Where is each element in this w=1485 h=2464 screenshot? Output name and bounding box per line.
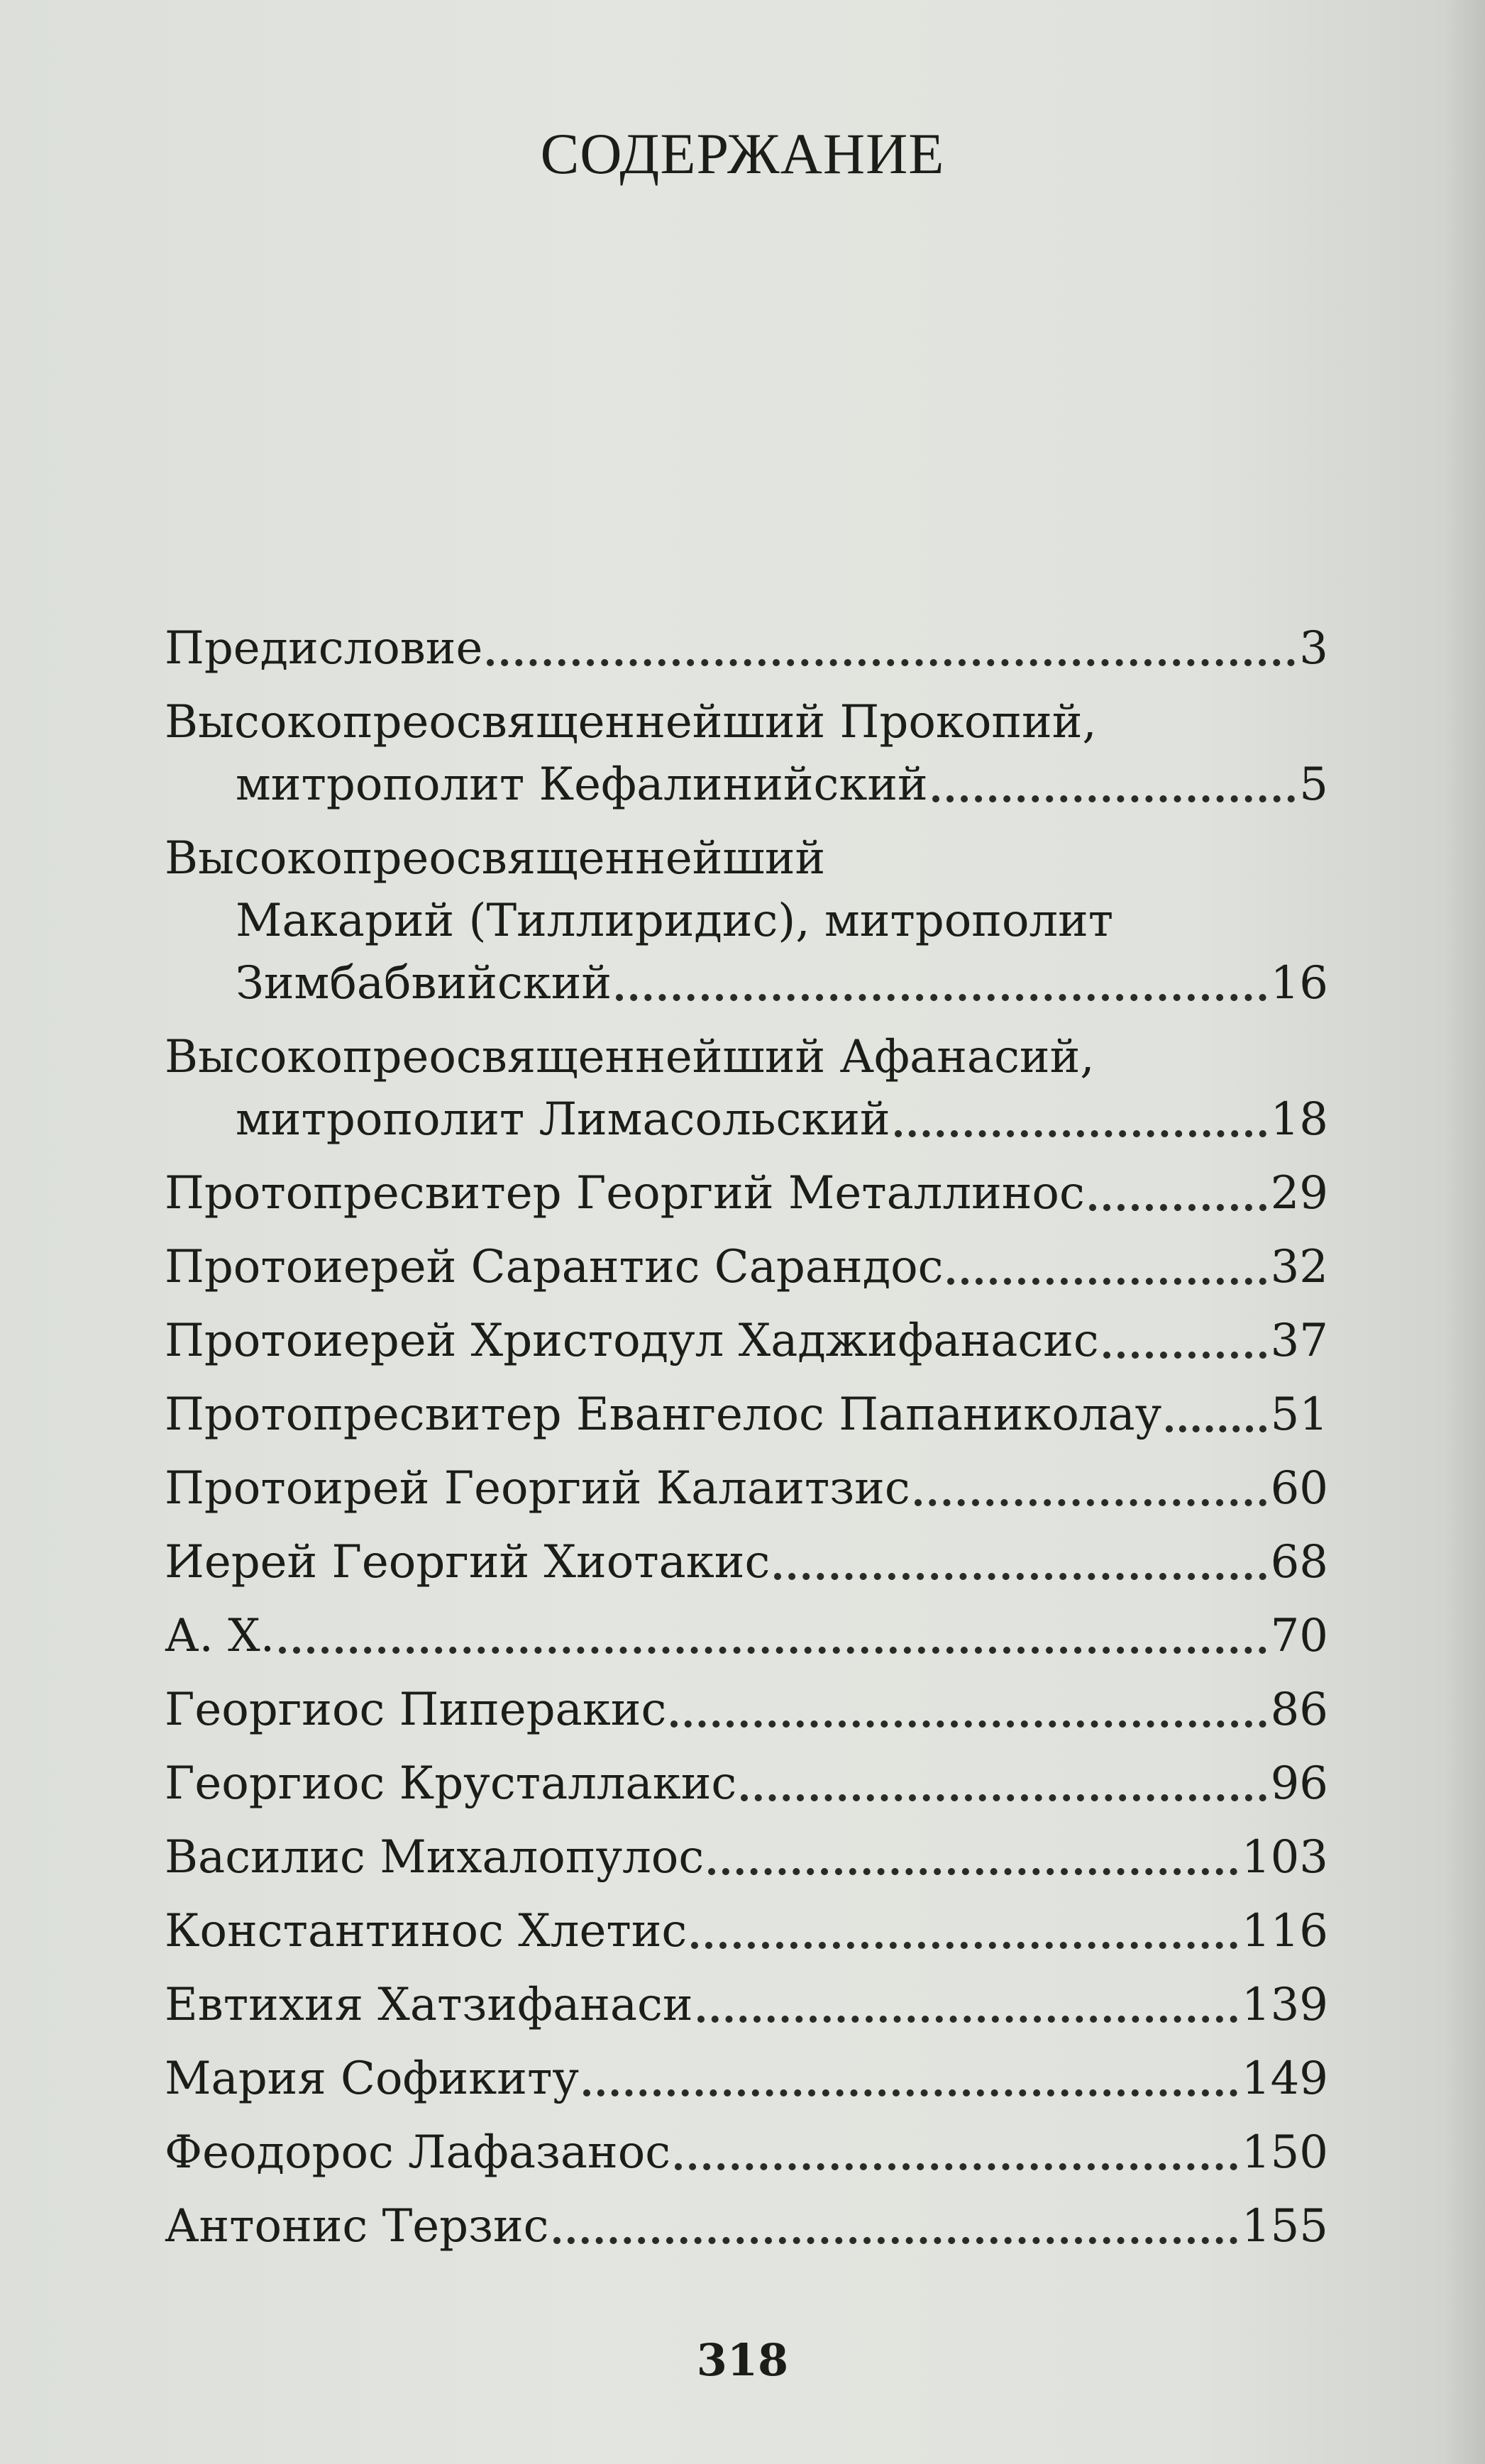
toc-page-number: 96: [1270, 1757, 1328, 1810]
toc-entry: [165, 1162, 1328, 1225]
dot-leader: [675, 2163, 1237, 2170]
dot-leader: [279, 1647, 1266, 1654]
toc-entry-title: Мария Софикиту: [165, 2053, 579, 2105]
page-edge-shadow: [1442, 0, 1485, 2464]
toc-entry-line: [165, 2195, 1328, 2258]
toc-page-number: 18: [1270, 1093, 1328, 1146]
toc-page-number: 32: [1270, 1241, 1328, 1293]
toc-entry: [165, 1026, 1328, 1151]
toc-entry: [165, 2048, 1328, 2110]
toc-entry-title: Высокопреосвященнейший Афанасий,: [165, 1031, 1095, 1083]
toc-entry-line: [165, 1457, 1328, 1520]
dot-leader: [670, 1720, 1266, 1728]
toc-entry-line: [165, 1383, 1328, 1446]
toc-entry-title: Протоирей Георгий Калаитзис: [165, 1462, 910, 1515]
dot-leader: [708, 1868, 1237, 1875]
toc-entry: [165, 2121, 1328, 2184]
toc-entry-title: Феодорос Лафазанос: [165, 2126, 671, 2179]
toc-entry-title: Евтихия Хатзифанаси: [165, 1979, 693, 2031]
toc-entry: [165, 1383, 1328, 1446]
toc-page-number: 29: [1270, 1167, 1328, 1220]
toc-page-number: 103: [1241, 1831, 1328, 1884]
toc-entry-line: [165, 1826, 1328, 1889]
toc-page-number: 116: [1241, 1905, 1328, 1957]
toc-entry-title: А. Х.: [165, 1610, 275, 1662]
toc-entry-title: Георгиос Пиперакис: [165, 1684, 667, 1736]
toc-entry-title: Протоиерей Сарантис Сарандос: [165, 1241, 944, 1293]
dot-leader: [1103, 1352, 1266, 1359]
toc-entry-line: [165, 1974, 1328, 2036]
table-of-contents: [165, 617, 1328, 2269]
toc-entry-continuation: [165, 1088, 1328, 1151]
toc-page-number: 149: [1241, 2053, 1328, 2105]
toc-entry-line: [165, 1900, 1328, 1962]
dot-leader: [691, 1942, 1237, 1949]
toc-page-number: 86: [1270, 1684, 1328, 1736]
page-title: СОДЕРЖАНИЕ: [540, 121, 945, 186]
dot-leader: [774, 1573, 1266, 1580]
toc-entry: [165, 1605, 1328, 1667]
toc-entry: [165, 1679, 1328, 1741]
toc-entry: [165, 1457, 1328, 1520]
toc-entry: [165, 1236, 1328, 1298]
toc-entry-title: митрополит Лимасольский: [236, 1093, 890, 1146]
toc-entry-continuation: [165, 890, 1328, 952]
toc-entry-line: [165, 2048, 1328, 2110]
toc-page-number: 60: [1270, 1462, 1328, 1515]
toc-entry-title: Зимбабвийский: [236, 957, 612, 1010]
toc-entry: [165, 1752, 1328, 1815]
toc-page-number: 5: [1299, 758, 1328, 811]
toc-entry-line: [165, 2121, 1328, 2184]
toc-entry-title: Константинос Хлетис: [165, 1905, 688, 1957]
toc-entry-title: Протопресвитер Георгий Металлинос: [165, 1167, 1085, 1220]
toc-page-number: 70: [1270, 1610, 1328, 1662]
dot-leader: [741, 1794, 1266, 1801]
toc-entry-line: [165, 1752, 1328, 1815]
dot-leader: [947, 1278, 1266, 1285]
toc-entry-title: Предисловие: [165, 622, 483, 675]
toc-entry-title: Антонис Терзис: [165, 2200, 549, 2253]
toc-page-number: 155: [1241, 2200, 1328, 2253]
toc-entry-continuation: [165, 952, 1328, 1015]
dot-leader: [915, 1499, 1266, 1506]
dot-leader: [932, 795, 1296, 802]
toc-entry-title: Высокопреосвященнейший Прокопий,: [165, 696, 1097, 748]
toc-entry-continuation: [165, 753, 1328, 816]
toc-page-number: 150: [1241, 2126, 1328, 2179]
toc-entry-line: [165, 1310, 1328, 1372]
dot-leader: [487, 659, 1295, 666]
toc-entry-title: митрополит Кефалинийский: [236, 758, 928, 811]
toc-entry: [165, 827, 1328, 1015]
toc-entry-line: [165, 1236, 1328, 1298]
toc-page-number: 51: [1270, 1388, 1328, 1441]
toc-entry-title: Макарий (Тиллиридис), митрополит: [236, 895, 1114, 947]
toc-entry: [165, 1974, 1328, 2036]
dot-leader: [616, 994, 1266, 1001]
toc-entry-title: Иерей Георгий Хиотакис: [165, 1536, 771, 1589]
dot-leader: [553, 2237, 1237, 2244]
toc-entry: [165, 2195, 1328, 2258]
toc-entry: [165, 1531, 1328, 1593]
toc-entry: [165, 1310, 1328, 1372]
toc-entry-title: Высокопреосвященнейший: [165, 832, 826, 885]
toc-entry-line: [165, 1605, 1328, 1667]
dot-leader: [895, 1130, 1266, 1137]
toc-entry-line: [165, 1162, 1328, 1225]
dot-leader: [1166, 1425, 1266, 1432]
toc-entry-line: [165, 1531, 1328, 1593]
toc-entry-title: Протоиерей Христодул Хаджифанасис: [165, 1315, 1099, 1367]
dot-leader: [1089, 1204, 1266, 1211]
toc-entry-line: [165, 1026, 1328, 1088]
toc-entry: [165, 617, 1328, 680]
toc-entry: [165, 691, 1328, 816]
toc-entry-line: [165, 617, 1328, 680]
toc-entry-line: [165, 827, 1328, 890]
dot-leader: [583, 2089, 1237, 2096]
toc-entry-title: Протопресвитер Евангелос Папаниколау: [165, 1388, 1162, 1441]
toc-entry-line: [165, 691, 1328, 753]
toc-entry: [165, 1900, 1328, 1962]
toc-entry-line: [165, 1679, 1328, 1741]
toc-entry-title: Василис Михалопулос: [165, 1831, 705, 1884]
dot-leader: [697, 2016, 1237, 2023]
toc-page-number: 3: [1299, 622, 1328, 675]
toc-page-number: 139: [1241, 1979, 1328, 2031]
toc-page-number: 68: [1270, 1536, 1328, 1589]
toc-page-number: 37: [1270, 1315, 1328, 1367]
toc-page-number: 16: [1270, 957, 1328, 1010]
toc-entry-title: Георгиос Крусталлакис: [165, 1757, 737, 1810]
toc-entry: [165, 1826, 1328, 1889]
page-number: 318: [696, 2334, 789, 2386]
